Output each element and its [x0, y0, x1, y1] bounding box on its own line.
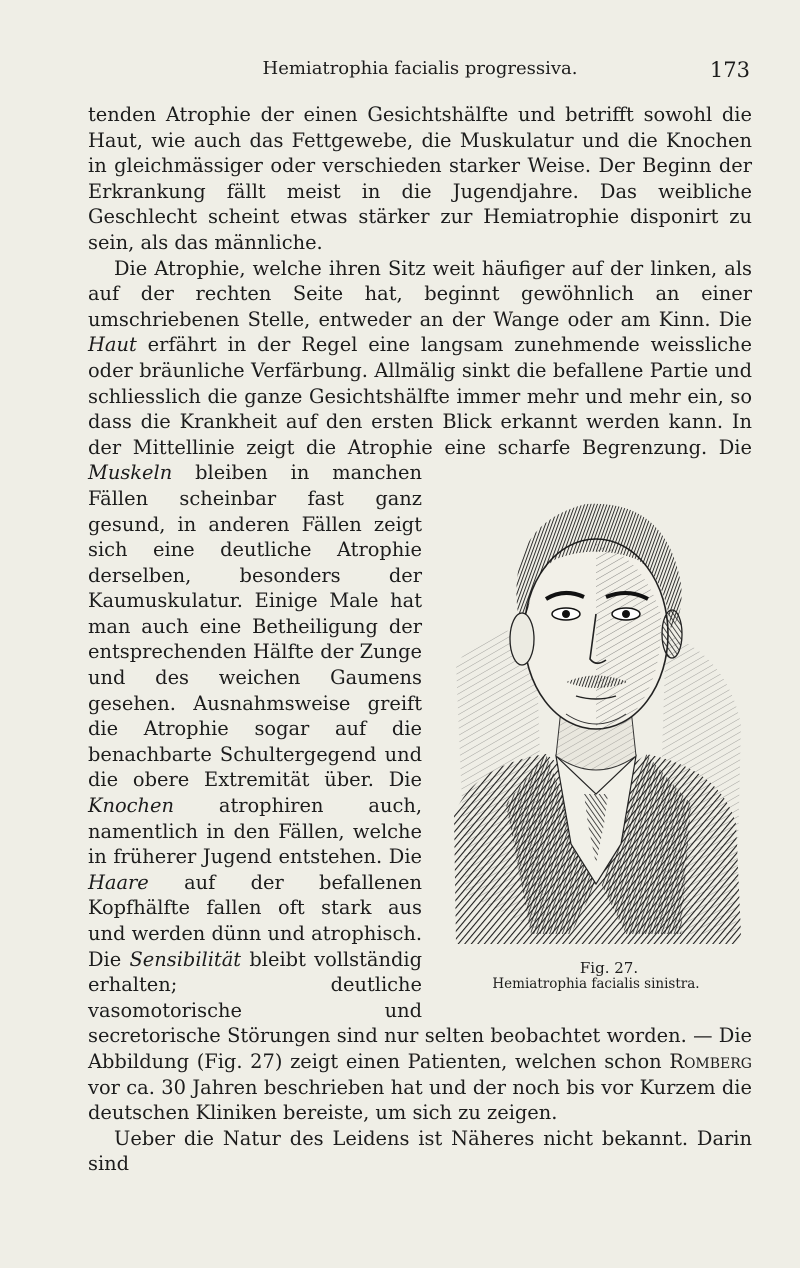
figure-number: Fig. 27.	[579, 959, 639, 978]
term-haut: Haut	[88, 333, 137, 357]
text-run: bleiben in manchen Fällen scheinbar fast ganz gesund, in anderen Fällen zeigt sich eine deutliche Atrophie derselben, besonders der Kaumuskulatur. Einige Male hat man auch eine Betheiligung der entsprechenden Hälfte der Zunge und des weichen Gaumens gesehen. Ausnahmsweise greift die Atrophie sogar auf die benachbarte Schultergegend und die obere Extremität über. Die	[88, 461, 422, 792]
portrait-engraving	[436, 464, 756, 956]
text-run: bleibt vollständig erhalten; deutliche vasomotorische und secretorische Störungen sind nur selten beobachtet worden. — Die Abbildung (Fig. 27) zeigt einen Patienten, welchen schon	[88, 947, 752, 1073]
text-run: atrophiren auch, namentlich in den Fällen, welche in früherer Jugend entstehen. Die	[88, 794, 422, 869]
page-number: 173	[709, 58, 750, 82]
running-head	[90, 58, 750, 86]
term-sensibilitaet: Sensibilität	[129, 947, 242, 971]
running-title: Hemiatrophia facialis progressiva.	[262, 58, 578, 79]
figure-caption	[436, 960, 756, 992]
term-muskeln: Muskeln	[88, 461, 173, 485]
figure-caption-text: Hemiatrophia facialis sinistra.	[492, 976, 700, 993]
paragraph-3: Ueber die Natur des Leidens ist Näheres nicht bekannt. Darin sind	[88, 1126, 752, 1176]
figure-27	[436, 464, 756, 998]
text-run: vor ca. 30 Jahren beschrieben hat und der noch bis vor Kurzem die deutschen Kliniken bereiste, um sich zu zeigen.	[88, 1075, 752, 1125]
paragraph-1: tenden Atrophie der einen Gesichtshälfte und betrifft sowohl die Haut, wie auch das Fettgewebe, die Muskulatur und die Knochen in gleichmässiger oder verschieden starker Weise. Der Beginn der Erkrankung fällt meist in die Jugendjahre. Das weibliche Geschlecht scheint etwas stärker zur Hemiatrophie disponirt zu sein, als das männliche.	[88, 103, 752, 254]
name-romberg: Romberg	[669, 1049, 752, 1073]
text-run: erfährt in der Regel eine langsam zunehmende weissliche oder bräunliche Verfärbung. Allmälig sinkt die befallene Partie und schliesslich die ganze Gesichtshälfte immer mehr und mehr ein, so dass die Krankheit auf den ersten Blick erkannt werden kann. In der Mittellinie zeigt die Atrophie eine scharfe Begrenzung. Die	[88, 333, 752, 459]
term-knochen: Knochen	[88, 794, 174, 818]
paragraph-2	[88, 256, 752, 1126]
text-run: auf der befallenen Kopfhälfte fallen oft stark aus und werden dünn und atrophisch. Die	[88, 870, 422, 971]
body-text	[88, 102, 752, 1177]
text-run: Die Atrophie, welche ihren Sitz weit häufiger auf der linken, als auf der rechten Seite hat, beginnt gewöhnlich an einer umschriebenen Stelle, entweder an der Wange oder am Kinn. Die	[88, 256, 752, 331]
term-haare: Haare	[88, 870, 149, 894]
